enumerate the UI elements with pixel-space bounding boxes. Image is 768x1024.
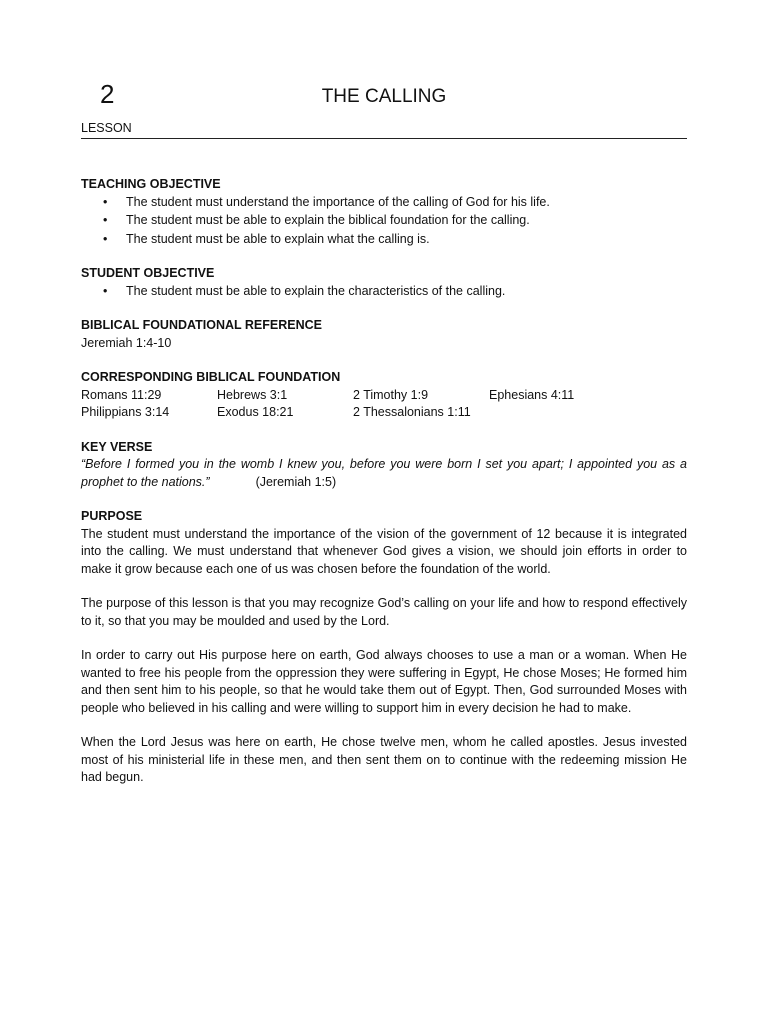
lesson-title: THE CALLING — [321, 86, 447, 107]
key-verse-quote: “Before I formed you in the womb I knew you, before you were born I set you apart; I appointed you as a prophet to the nations.” — [81, 457, 687, 489]
biblical-reference-heading: BIBLICAL FOUNDATIONAL REFERENCE — [81, 318, 322, 332]
purpose-section — [81, 508, 687, 787]
purpose-paragraph: The student must understand the importance of the vision of the government of 12 because it is integrated into the calling. We must understand that whenever God gives a vision, we should join efforts in order to make it grow because each one of us was chosen before the foundation of the world. — [81, 526, 687, 576]
biblical-reference-text: Jeremiah 1:4-10 — [81, 335, 172, 350]
lesson-label: LESSON — [81, 121, 132, 135]
student-objective-section — [81, 265, 687, 300]
purpose-paragraph: The purpose of this lesson is that you may recognize God’s calling on your life and how to respond effectively to it, so that you may be moulded and used by the Lord. — [81, 596, 687, 628]
reference-cell: Exodus 18:21 — [217, 405, 294, 419]
teaching-objective-list — [81, 194, 687, 249]
teaching-objective-section — [81, 176, 687, 248]
lesson-number: 2 — [100, 79, 115, 109]
corresponding-foundation-heading: CORRESPONDING BIBLICAL FOUNDATION — [81, 370, 341, 384]
reference-cell: Romans 11:29 — [81, 387, 162, 402]
student-objective-heading: STUDENT OBJECTIVE — [81, 266, 215, 280]
key-verse-text — [81, 456, 687, 491]
teaching-objective-item: • The student must be able to explain the biblical foundation for the calling. — [81, 212, 687, 230]
header-divider — [81, 138, 687, 139]
purpose-paragraph: In order to carry out His purpose here on earth, God always chooses to use a man or a woman. When He wanted to free his people from the oppression they were suffering in Egypt, He chose Moses; He formed him and then sent him to his people, so that he would take them out of Egypt. Then, God surrounded Moses with people who believed in his calling and were willing to support him in every decision he had to make. — [81, 648, 687, 715]
teaching-objective-heading: TEACHING OBJECTIVE — [81, 177, 221, 191]
reference-cell: 2 Timothy 1:9 — [353, 387, 429, 402]
reference-grid — [81, 387, 687, 422]
reference-cell: Hebrews 3:1 — [217, 387, 288, 402]
teaching-objective-item: • The student must understand the importance of the calling of God for his life. — [81, 194, 687, 212]
teaching-objective-item: • The student must be able to explain what the calling is. — [81, 231, 687, 249]
biblical-reference-section — [81, 317, 687, 352]
reference-cell: 2 Thessalonians 1:11 — [353, 405, 471, 419]
student-objective-list — [81, 283, 687, 301]
lesson-content — [81, 176, 687, 804]
key-verse-section — [81, 439, 687, 492]
corresponding-foundation-section — [81, 369, 687, 422]
reference-cell: Ephesians 4:11 — [489, 387, 575, 402]
reference-cell — [489, 404, 625, 422]
purpose-heading: PURPOSE — [81, 509, 143, 523]
key-verse-heading: KEY VERSE — [81, 439, 153, 454]
purpose-paragraph: When the Lord Jesus was here on earth, He chose twelve men, whom he called apostles. Jesus invested most of his ministerial life in these men, and then sent them on to continue with the redeeming mission He had begun. — [81, 735, 687, 784]
student-objective-item: • The student must be able to explain the characteristics of the calling. — [81, 283, 687, 301]
reference-cell: Philippians 3:14 — [81, 405, 170, 419]
key-verse-reference: (Jeremiah 1:5) — [255, 474, 337, 489]
